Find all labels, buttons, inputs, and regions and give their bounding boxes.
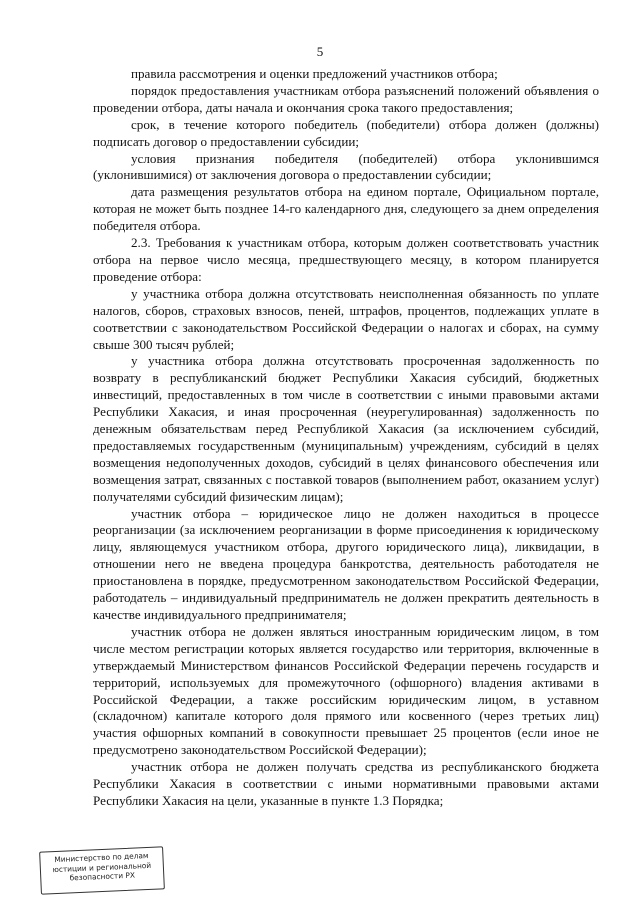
paragraph-reorganization: участник отбора – юридическое лицо не должен находиться в процессе реорганизации (за исключением реорганизации в форме присоединения к юридическому лицу, являющемуся участником отбора, другого юридического лица), ликвидации, в отношении него не введена процедура банкротства, деятельность работодателя не приостановлена в порядке, предусмотренном законодательством Российской Федерации, работодатель – индивидуальный предприниматель не должен прекратить деятельность в качестве индивидуального предпринимателя; bbox=[93, 505, 599, 622]
paragraph-budget-funds: участник отбора не должен получать средства из республиканского бюджета Республики Хакасия в соответствии с иными нормативными правовыми актами Республики Хакасия на цели, указанные в пункте 1.3 Порядка; bbox=[93, 759, 599, 808]
paragraph-contract-deadline: срок, в течение которого победитель (победители) отбора должен (должны) подписать договор о предоставлении субсидии; bbox=[93, 116, 599, 149]
stamp-line-1: Министерство по делам bbox=[54, 850, 149, 865]
paragraph-section-2-3: 2.3. Требования к участникам отбора, которым должен соответствовать участник отбора на первое число месяца, предшествующего месяцу, в котором планируется проведение отбора: bbox=[93, 235, 599, 284]
paragraph-foreign-entity: участник отбора не должен являться иностранным юридическим лицом, в том числе местом регистрации которых является государство или территория, включенные в утверждаемый Министерством финансов Российской Федерации перечень государств и территорий, используемых для промежуточного (офшорного) владения активами в Российской Федерации, а также российским юридическим лицом, в уставном (складочном) капитале которого доля прямого или косвенного (через третьих лиц) участия офшорных компаний в совокупности превышает 25 процентов (если иное не предусмотрено законодательством Российской Федерации); bbox=[93, 623, 599, 758]
paragraph-rules-evaluation: правила рассмотрения и оценки предложений участников отбора; bbox=[131, 66, 498, 81]
paragraph-tax-obligations: у участника отбора должна отсутствовать неисполненная обязанность по уплате налогов, сборов, страховых взносов, пеней, штрафов, процентов, подлежащих уплате в соответствии с законодательством Российской Федерации о налогах и сборах, на сумму свыше 300 тысяч рублей; bbox=[93, 285, 599, 352]
document-body bbox=[93, 66, 599, 810]
page-number: 5 bbox=[316, 44, 324, 59]
paragraph-results-publication: дата размещения результатов отбора на едином портале, Официальном портале, которая не может быть позднее 14-го календарного дня, следующего за днем определения победителя отбора. bbox=[93, 184, 599, 234]
ministry-stamp bbox=[39, 846, 165, 894]
paragraph-evasion-conditions: условия признания победителя (победителей) отбора уклонившимся (уклонившимися) от заключения договора о предоставлении субсидии; bbox=[93, 150, 599, 183]
paragraph-overdue-debt: у участника отбора должна отсутствовать просроченная задолженность по возврату в республиканский бюджет Республики Хакасия субсидий, бюджетных инвестиций, предоставленных в том числе в соответствии с иными правовыми актами Республики Хакасия, и иная просроченная (неурегулированная) задолженность по денежным обязательствам перед Республикой Хакасия (за исключением субсидий, предоставляемых государственным (муниципальным) учреждениям, субсидий в целях возмещения недополученных доходов, субсидий в целях финансового обеспечения или возмещения затрат, связанных с поставкой товаров (выполнением работ, оказанием услуг) получателями субсидий физическим лицам); bbox=[93, 353, 599, 504]
stamp-line-2: юстиции и региональной bbox=[52, 860, 152, 874]
stamp-line-3: безопасности РХ bbox=[69, 870, 136, 883]
paragraph-clarification-procedure: порядок предоставления участникам отбора разъяснений положений объявления о проведении отбора, даты начала и окончания срока такого предоставления; bbox=[93, 82, 599, 115]
